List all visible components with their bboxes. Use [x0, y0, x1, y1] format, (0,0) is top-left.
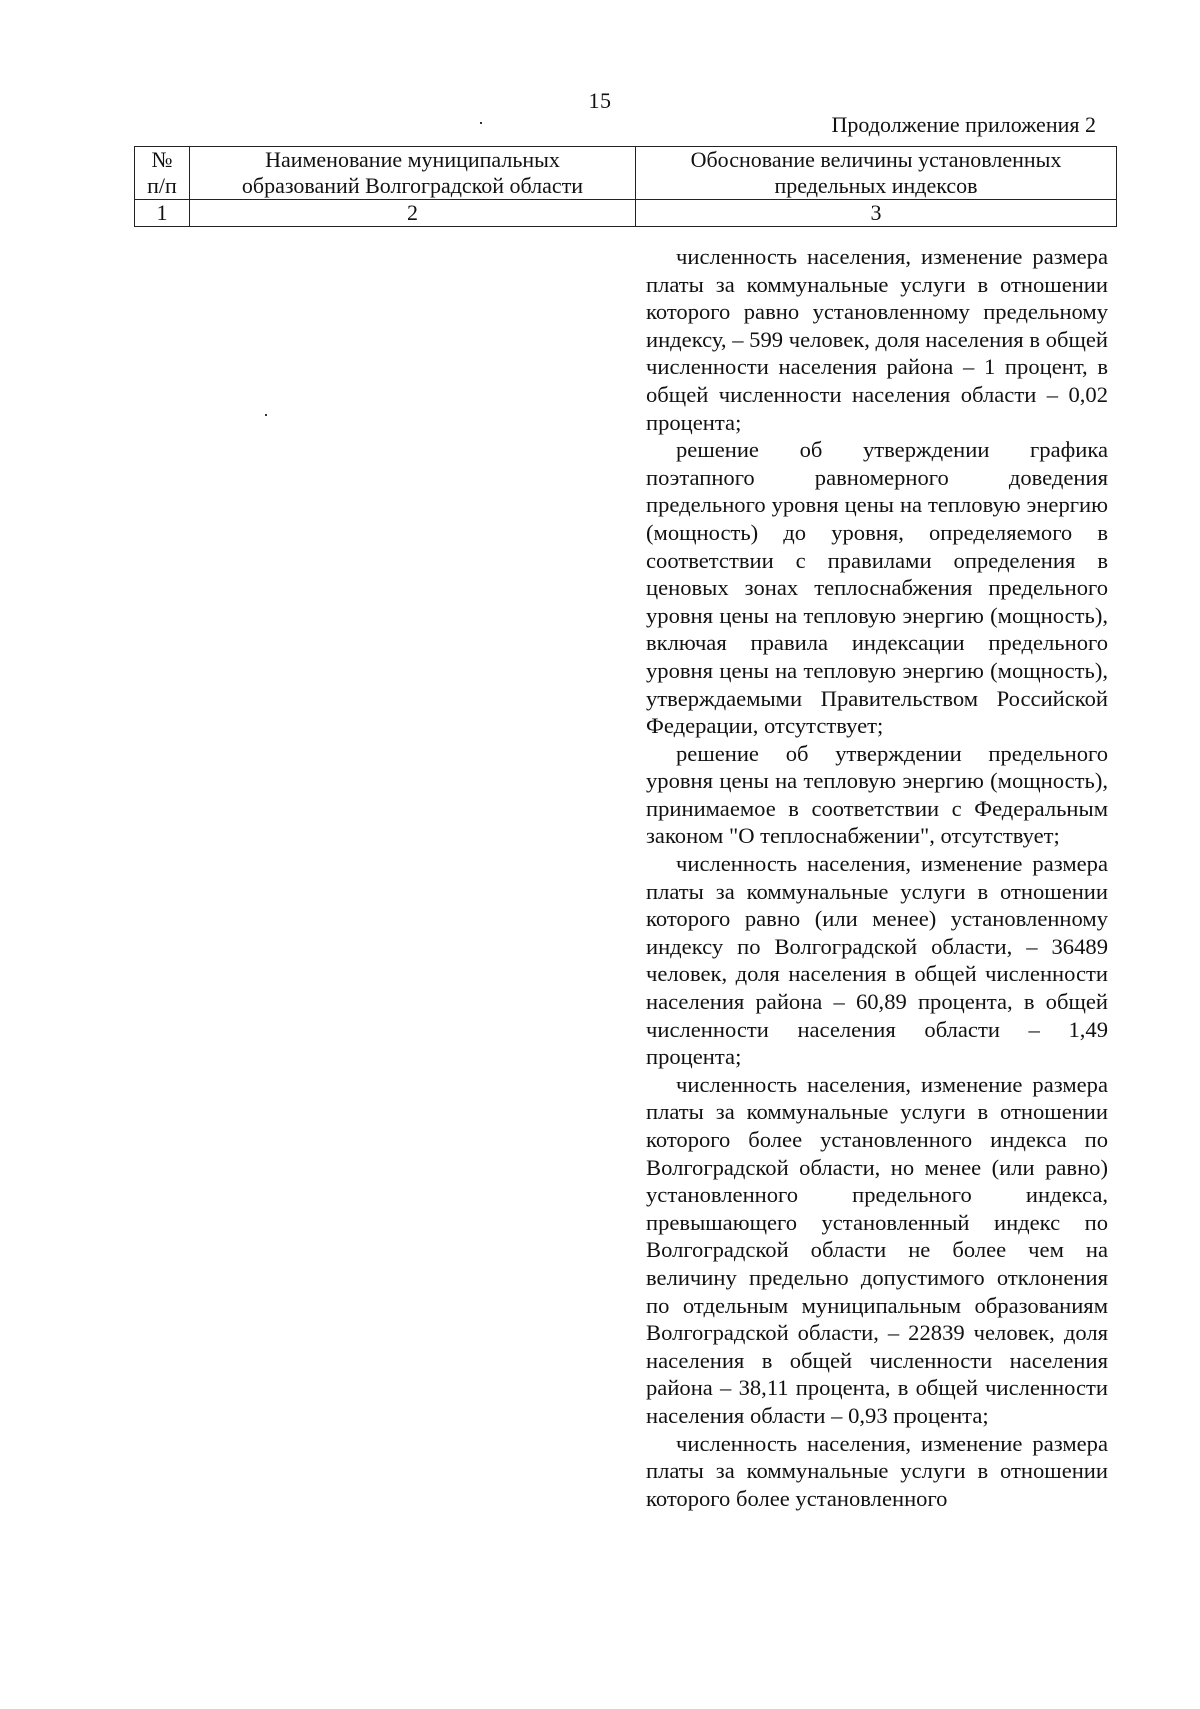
- scan-speck: [265, 414, 267, 416]
- table-header-row: [135, 147, 1117, 200]
- justification-text: [646, 243, 1108, 1512]
- paragraph: решение об утверждении предельного уровня цены на тепловую энергию (мощность), принимаемое в соответствии с Федеральным законом "О теплоснабжении", отсутствует;: [646, 740, 1108, 849]
- column-header-line: образований Волгоградской области: [241, 173, 584, 198]
- column-header-line: предельных индексов: [774, 173, 978, 198]
- column-number: 2: [190, 200, 636, 227]
- header-table: [134, 146, 1117, 227]
- paragraph: численность населения, изменение размера платы за коммунальные услуги в отношении которого более установленного индекса по Волгоградской области, но менее (или равно) установленного предельного индекса, превышающего установленный индекс по Волгоградской области не более чем на величину предельно допустимого отклонения по отдельным муниципальным образованиям Волгоградской области, – 22839 человек, доля населения в общей численности населения района – 38,11 процента, в общей численности населения области – 0,93 процента;: [646, 1071, 1108, 1428]
- paragraph: решение об утверждении графика поэтапного равномерного доведения предельного уровня цены на тепловую энергию (мощность) до уровня, определяемого в соответствии с правилами определения в ценовых зонах теплоснабжения предельного уровня цены на тепловую энергию (мощность), включая правила индексации предельного уровня цены на тепловую энергию (мощность), утверждаемыми Правительством Российской Федерации, отсутствует;: [646, 437, 1108, 739]
- paragraph: численность населения, изменение размера платы за коммунальные услуги в отношении которого равно (или менее) установленному индексу по Волгоградской области, – 36489 человек, доля населения в общей численности населения района – 60,89 процента, в общей численности населения области – 1,49 процента;: [646, 851, 1108, 1070]
- page-number: 15: [588, 88, 612, 113]
- column-header-line: №: [151, 147, 173, 172]
- column-number: 3: [636, 200, 1117, 227]
- column-number: 1: [135, 200, 190, 227]
- column-header-municipality: [190, 147, 636, 200]
- column-header-line: Наименование муниципальных: [265, 147, 560, 172]
- column-header-line: п/п: [147, 173, 177, 198]
- column-header-line: Обоснование величины установленных: [690, 147, 1062, 172]
- table-column-numbers-row: [135, 200, 1117, 227]
- column-header-number: [135, 147, 190, 200]
- column-header-justification: [636, 147, 1117, 200]
- continuation-label: Продолжение приложения 2: [831, 112, 1096, 137]
- scan-speck: [480, 122, 482, 124]
- paragraph: численность населения, изменение размера платы за коммунальные услуги в отношении которого равно установленному предельному индексу, – 599 человек, доля населения в общей численности населения района – 1 процент, в общей численности населения области – 0,02 процента;: [646, 244, 1108, 435]
- paragraph: численность населения, изменение размера платы за коммунальные услуги в отношении которого более установленного: [646, 1430, 1108, 1511]
